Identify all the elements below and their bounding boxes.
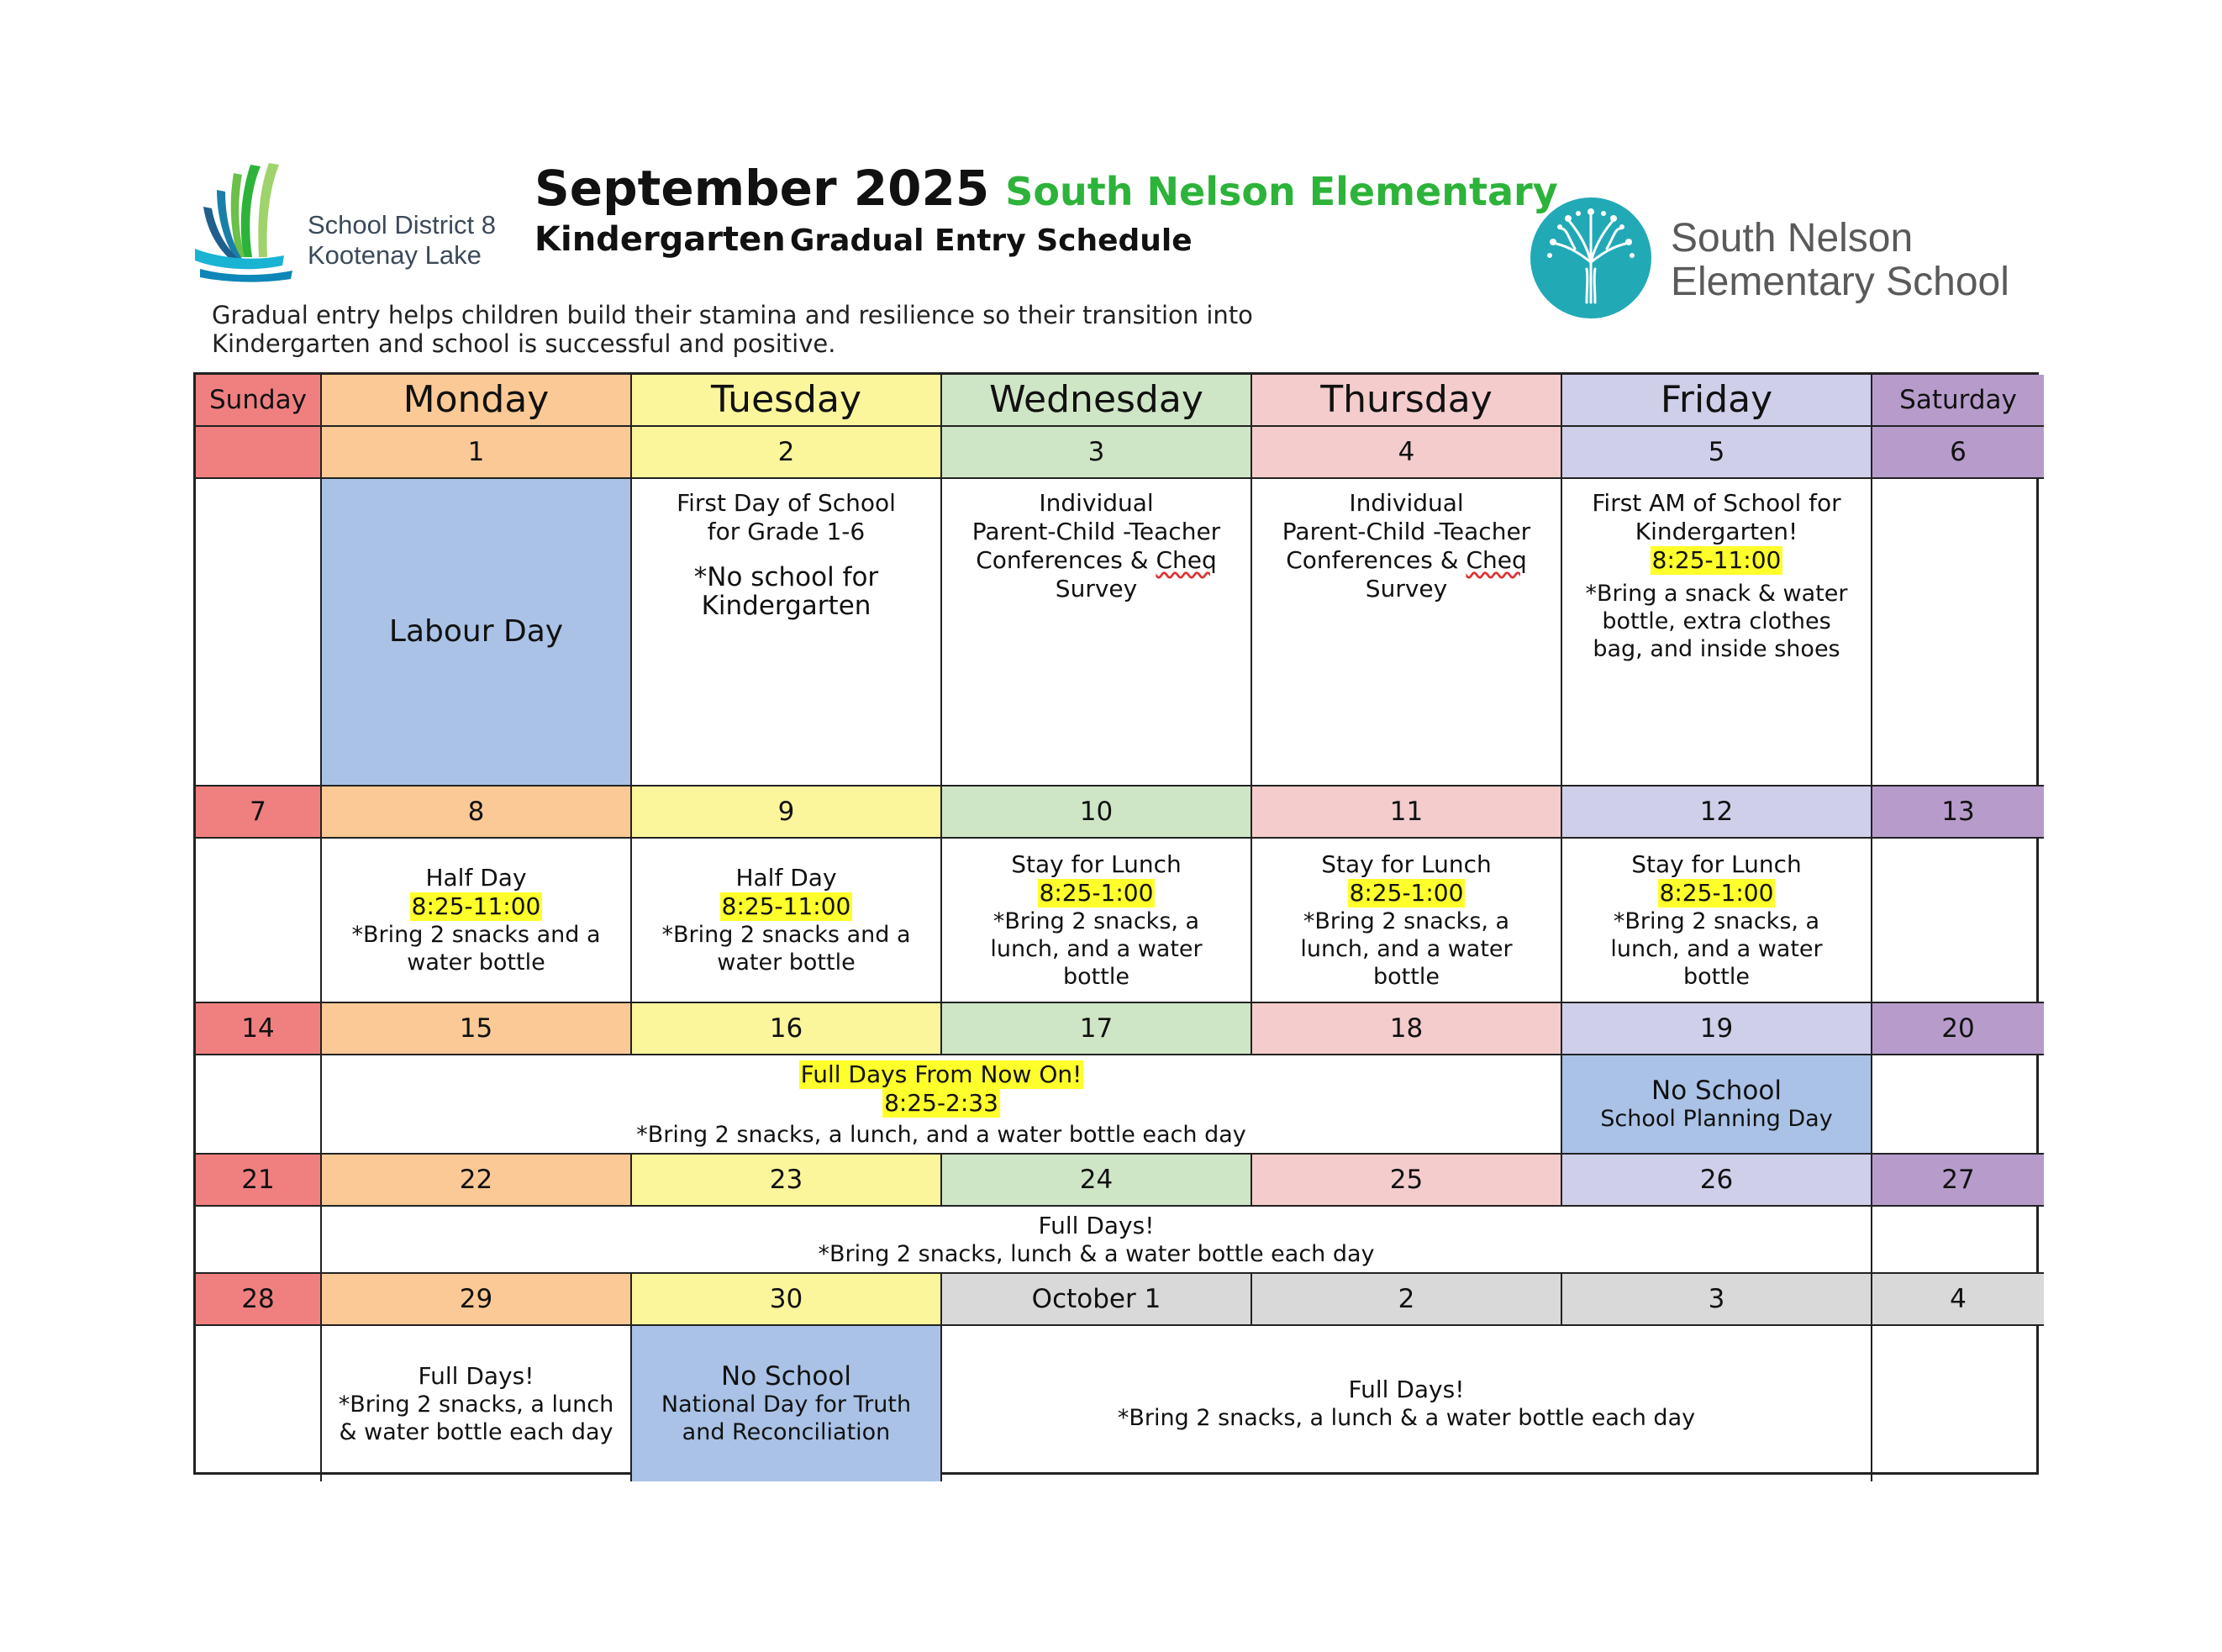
event-line: Parent-Child -Teacher bbox=[1282, 518, 1531, 545]
event-title: Stay for Lunch bbox=[1631, 850, 1802, 878]
subtitle-schedule: Gradual Entry Schedule bbox=[789, 224, 1193, 258]
date-cell: 23 bbox=[632, 1155, 942, 1207]
event-full-days bbox=[322, 1207, 1872, 1274]
empty-cell bbox=[196, 1326, 322, 1481]
event-note: *Bring 2 snacks, a lunch, and a water bottle bbox=[990, 908, 1203, 990]
day-header-wednesday: Wednesday bbox=[942, 375, 1252, 427]
school-logo-line2: Elementary School bbox=[1671, 260, 2009, 304]
district-logo-mark-icon bbox=[192, 156, 309, 282]
event-stay-for-lunch bbox=[1562, 839, 1872, 1003]
cheq-link: Cheq bbox=[1466, 546, 1527, 574]
date-cell: 25 bbox=[1252, 1155, 1562, 1207]
event-time: 8:25-11:00 bbox=[721, 892, 851, 920]
event-title: Full Days From Now On! bbox=[800, 1060, 1082, 1088]
date-cell: 3 bbox=[942, 427, 1252, 479]
event-line: Survey bbox=[1055, 575, 1138, 602]
event-title: Stay for Lunch bbox=[1011, 850, 1182, 878]
empty-cell bbox=[1872, 1207, 2044, 1274]
date-cell: 1 bbox=[322, 427, 632, 479]
empty-cell bbox=[1872, 1055, 2044, 1155]
event-note: *Bring 2 snacks, a lunch, and a water bottle bbox=[1300, 908, 1513, 990]
date-cell: 3 bbox=[1562, 1274, 1872, 1326]
event-title: Stay for Lunch bbox=[1321, 850, 1492, 878]
empty-cell bbox=[1872, 1326, 2044, 1481]
empty-cell bbox=[196, 479, 322, 787]
empty-cell bbox=[1872, 479, 2044, 787]
event-first-am bbox=[1562, 479, 1872, 787]
event-half-day bbox=[632, 839, 942, 1003]
day-header-monday: Monday bbox=[322, 375, 632, 427]
event-title: Full Days! bbox=[1348, 1376, 1465, 1403]
cheq-link: Cheq bbox=[1156, 546, 1217, 574]
day-header-saturday: Saturday bbox=[1872, 375, 2044, 427]
event-note: *Bring 2 snacks, a lunch & a water bottle each day bbox=[1117, 1405, 1696, 1431]
date-cell: 24 bbox=[942, 1155, 1252, 1207]
event-time: 8:25-11:00 bbox=[1651, 546, 1782, 574]
event-line bbox=[1286, 546, 1527, 575]
date-cell: 5 bbox=[1562, 427, 1872, 479]
day-header-friday: Friday bbox=[1562, 375, 1872, 427]
event-note: School Planning Day bbox=[1600, 1105, 1833, 1132]
event-stay-for-lunch bbox=[1252, 839, 1562, 1003]
event-note: *Bring 2 snacks, a lunch, and a water bottle bbox=[1610, 908, 1823, 990]
event-line: Individual bbox=[1039, 489, 1154, 517]
tree-logo-icon bbox=[1528, 195, 1654, 321]
event-title: Labour Day bbox=[388, 614, 564, 649]
event-line-text: Conferences & bbox=[1286, 546, 1466, 574]
event-note: *Bring 2 snacks and a water bottle bbox=[661, 922, 911, 976]
date-cell: 4 bbox=[1872, 1274, 2044, 1326]
intro-text: Gradual entry helps children build their stamina and resilience so their transition into Kindergarten and school is successful and positive. bbox=[212, 301, 1253, 358]
date-cell: 9 bbox=[632, 787, 942, 839]
event-title: No School bbox=[721, 1360, 851, 1392]
district-name-line1: School District 8 bbox=[308, 210, 496, 239]
event-conferences bbox=[942, 479, 1252, 787]
date-cell: 22 bbox=[322, 1155, 632, 1207]
date-cell: 4 bbox=[1252, 427, 1562, 479]
event-full-days-start bbox=[322, 1055, 1562, 1155]
date-cell: 12 bbox=[1562, 787, 1872, 839]
date-cell: 29 bbox=[322, 1274, 632, 1326]
event-note: *No school for Kindergarten bbox=[693, 562, 879, 621]
event-title: First Day of School for Grade 1-6 bbox=[677, 489, 896, 545]
event-no-school-planning bbox=[1562, 1055, 1872, 1155]
event-labour-day bbox=[322, 479, 632, 787]
event-note: National Day for Truth and Reconciliation bbox=[661, 1391, 912, 1445]
calendar-grid bbox=[193, 372, 2039, 1475]
event-title: First AM of School for Kindergarten! bbox=[1592, 489, 1841, 545]
district-logo bbox=[192, 156, 519, 282]
event-note: *Bring 2 snacks and a water bottle bbox=[351, 922, 601, 976]
date-cell: 2 bbox=[1252, 1274, 1562, 1326]
event-title: No School bbox=[1651, 1075, 1782, 1106]
event-note: *Bring 2 snacks, a lunch, and a water bottle each day bbox=[636, 1121, 1246, 1148]
event-full-days bbox=[322, 1326, 632, 1481]
subtitle-kindergarten: Kindergarten bbox=[534, 220, 786, 259]
school-logo-name bbox=[1671, 217, 2009, 304]
event-time: 8:25-11:00 bbox=[411, 892, 541, 920]
date-cell: 8 bbox=[322, 787, 632, 839]
event-time: 8:25-1:00 bbox=[1659, 878, 1774, 907]
event-line: Survey bbox=[1365, 575, 1448, 602]
empty-cell bbox=[196, 1055, 322, 1155]
title-school: South Nelson Elementary bbox=[1005, 169, 1558, 214]
event-time: 8:25-1:00 bbox=[1039, 878, 1154, 907]
date-cell: 14 bbox=[196, 1003, 322, 1055]
day-header-sunday: Sunday bbox=[196, 375, 322, 427]
date-cell: 26 bbox=[1562, 1155, 1872, 1207]
date-cell: 2 bbox=[632, 427, 942, 479]
date-cell: 19 bbox=[1562, 1003, 1872, 1055]
page-subtitle bbox=[534, 220, 1193, 259]
event-time: 8:25-1:00 bbox=[1349, 878, 1464, 907]
event-stay-for-lunch bbox=[942, 839, 1252, 1003]
date-cell: 16 bbox=[632, 1003, 942, 1055]
date-cell: October 1 bbox=[942, 1274, 1252, 1326]
date-cell: 20 bbox=[1872, 1003, 2044, 1055]
day-header-thursday: Thursday bbox=[1252, 375, 1562, 427]
date-cell: 28 bbox=[196, 1274, 322, 1326]
date-cell: 27 bbox=[1872, 1155, 2044, 1207]
page-title bbox=[534, 160, 1558, 217]
date-cell: 17 bbox=[942, 1003, 1252, 1055]
date-cell bbox=[196, 427, 322, 479]
event-line: Individual bbox=[1349, 489, 1464, 517]
event-line bbox=[976, 546, 1217, 575]
day-header-tuesday: Tuesday bbox=[632, 375, 942, 427]
event-title: Half Day bbox=[425, 864, 527, 892]
date-cell: 13 bbox=[1872, 787, 2044, 839]
date-cell: 10 bbox=[942, 787, 1252, 839]
event-title: Half Day bbox=[735, 864, 837, 892]
date-cell: 11 bbox=[1252, 787, 1562, 839]
event-note: *Bring a snack & water bottle, extra clothes bag, and inside shoes bbox=[1585, 581, 1848, 662]
event-line: Parent-Child -Teacher bbox=[971, 518, 1221, 545]
event-first-day bbox=[632, 479, 942, 787]
event-line-text: Conferences & bbox=[976, 546, 1156, 574]
date-cell: 6 bbox=[1872, 427, 2044, 479]
event-time: 8:25-2:33 bbox=[884, 1088, 998, 1117]
event-title: Full Days! bbox=[1038, 1211, 1155, 1239]
empty-cell bbox=[196, 839, 322, 1003]
title-month: September 2025 bbox=[534, 160, 990, 217]
district-name-line2: Kootenay Lake bbox=[308, 240, 482, 270]
date-cell: 18 bbox=[1252, 1003, 1562, 1055]
district-name bbox=[308, 210, 496, 271]
date-cell: 30 bbox=[632, 1274, 942, 1326]
school-logo bbox=[1528, 195, 2015, 321]
event-conferences bbox=[1252, 479, 1562, 787]
event-truth-reconciliation bbox=[632, 1326, 942, 1481]
empty-cell bbox=[1872, 839, 2044, 1003]
date-cell: 21 bbox=[196, 1155, 322, 1207]
empty-cell bbox=[196, 1207, 322, 1274]
date-cell: 7 bbox=[196, 787, 322, 839]
date-cell: 15 bbox=[322, 1003, 632, 1055]
school-logo-line1: South Nelson bbox=[1671, 216, 1914, 260]
event-note: *Bring 2 snacks, lunch & a water bottle each day bbox=[818, 1240, 1375, 1267]
event-half-day bbox=[322, 839, 632, 1003]
event-title: Full Days! bbox=[418, 1361, 534, 1390]
event-full-days bbox=[942, 1326, 1872, 1481]
event-note: *Bring 2 snacks, a lunch & water bottle each day bbox=[338, 1391, 614, 1445]
